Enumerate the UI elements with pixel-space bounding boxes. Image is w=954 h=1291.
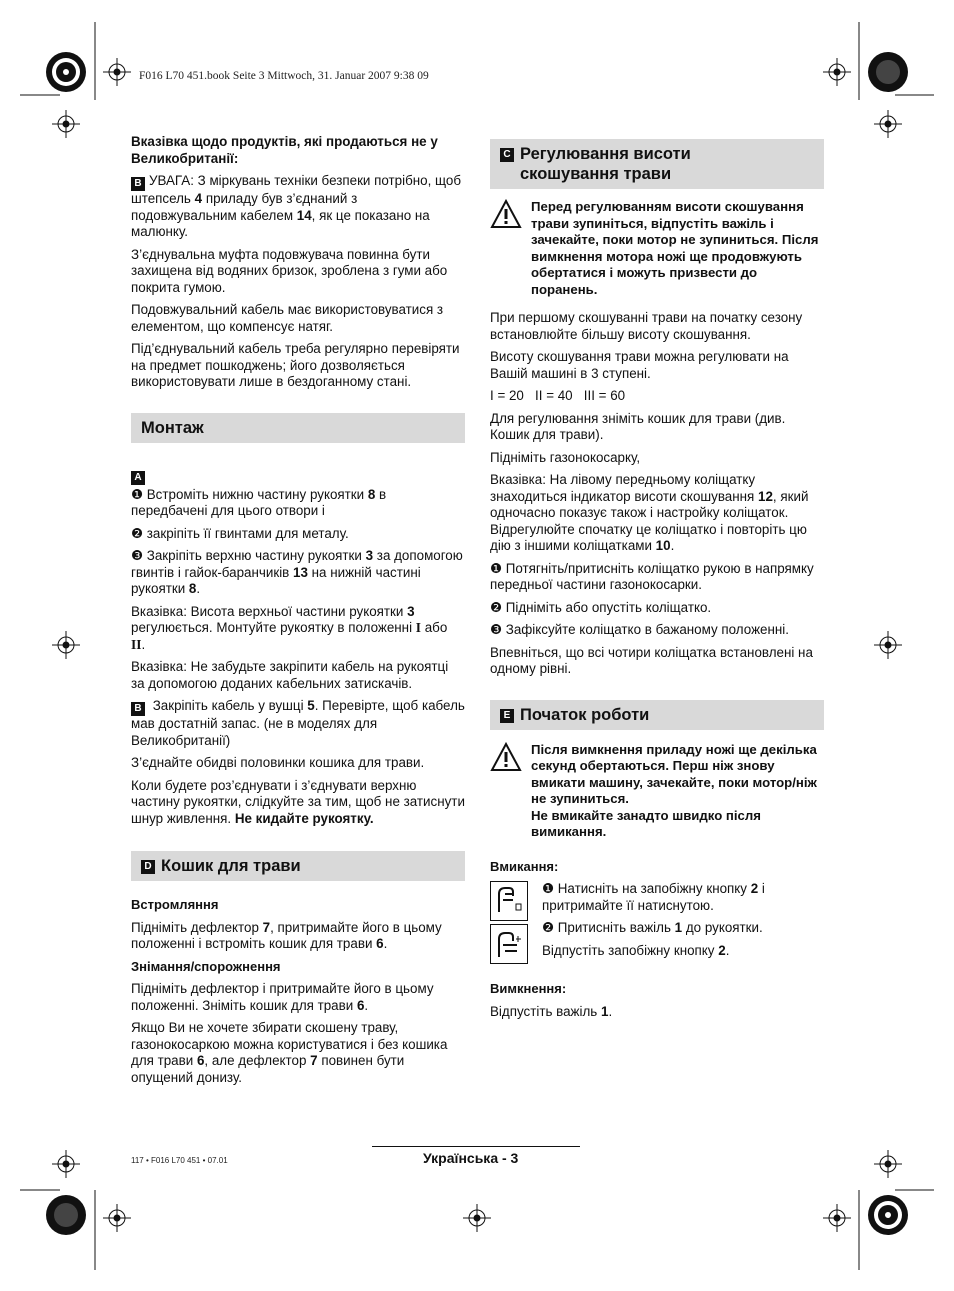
step-2-icon: ❷ [131, 525, 144, 541]
montazh-step-3: ❸ Закріпіть верхню частину рукоятки 3 за допомогою гвинтів і гайок-баранчиків 13 на нижній частині рукоятки 8. [131, 548, 463, 596]
insert-paragraph: Підніміть дефлектор 7, притримайте його в цьому положенні і встроміть кошик для трави 6. [131, 919, 442, 951]
section-heading-koshyk: D Кошик для трави [131, 851, 465, 881]
warning-triangle-icon [490, 199, 522, 229]
figure-a-marker [131, 467, 465, 485]
page-number: Українська - 3 [423, 1150, 519, 1166]
file-header: F016 L70 451.book Seite 3 Mittwoch, 31. Januar 2007 9:38 09 [139, 70, 429, 82]
step-1-icon: ❶ [542, 881, 555, 896]
level-paragraph: Впевніться, що всі чотири коліщатка встановлені на одному рівні. [490, 644, 813, 676]
height-values: I = 20 II = 40 III = 60 [490, 388, 626, 403]
start-warning: Після вимкнення приладу ножі ще декілька секунд обертаються. Перш ніж знову вмикати машину, зачекайте, поки мотор/ніж не зупиниться. Не вмикайте занадто швидко після вимикання. [490, 742, 824, 841]
cable-check-paragraph: Під’єднувальний кабель треба регулярно перевіряти на предмет пошкоджень; його дозволяється використовувати лише в бездоганному стані. [131, 341, 460, 389]
switch-pictograms [490, 881, 532, 967]
figure-d-icon: D [141, 860, 155, 874]
height-warning: Перед регулюванням висоти скошування трави зупиніться, відпустіть важіль і зачекайте, поки мотор не зупиниться. Після вимкнення мотора ножі ще продовжують обертатися і можуть призвести до поранень. [490, 199, 824, 298]
step-2-icon: ❷ [490, 599, 503, 615]
montazh-step-2: ❷ закріпіть її гвинтами для металу. [131, 525, 349, 541]
montazh-step-1: ❶ Встроміть нижню частину рукоятки 8 в передбачені для цього отвори і [131, 486, 387, 518]
handle-caution-note: Коли будете роз’єднувати і з’єднувати верхню частину рукоятки, слідкуйте за тим, щоб не затиснути шнур живлення. Не кидайте рукоятку. [131, 777, 465, 826]
step-2-icon: ❷ [542, 920, 555, 935]
figure-a-icon: A [131, 471, 145, 485]
starburst-top-left [46, 52, 86, 92]
height-step-3: ❸ Зафіксуйте коліщатко в бажаному положенні. [490, 622, 789, 637]
hand-lever-icon [491, 925, 526, 962]
step-3-icon: ❸ [131, 548, 144, 563]
step-1-icon: ❶ [490, 560, 503, 576]
on-step-2: ❷ Притисніть важіль 1 до рукоятки. [542, 920, 763, 935]
subheading-remove: Знімання/спорожнення [131, 958, 281, 974]
footer-code: 117 • F016 L70 451 • 07.01 [131, 1156, 228, 1165]
switch-on-block [490, 881, 824, 967]
press-lever-pictogram [490, 924, 528, 964]
figure-e-icon: E [500, 709, 514, 723]
left-column [131, 134, 465, 1092]
indicator-note: Вказівка: На лівому передньому коліщатку знаходиться індикатор висоти скошування 12, який одночасно показує також і настройку коліщаток. Відрегулюйте спочатку це коліщатко і повторіть цю дію з іншими коліщатками 10. [490, 472, 809, 553]
starburst-top-right [868, 52, 908, 92]
cable-eyelet-note: B Закріпіть кабель у вушці 5. Перевірте, щоб кабель мав достатній запас. (не в моделях для Великобританії) [131, 698, 465, 748]
section-heading-start: E Початок роботи [490, 700, 824, 730]
subheading-off: Вимкнення: [490, 981, 567, 996]
off-step: Відпустіть важіль 1. [490, 1003, 613, 1019]
starburst-bottom-right [868, 1195, 908, 1235]
warning-triangle-icon [490, 742, 522, 772]
figure-b-icon: B [131, 177, 145, 191]
first-cut-paragraph: При першому скошуванні трави на початку сезону встановлюйте більшу висоту скошування. [490, 310, 803, 342]
strain-paragraph: Подовжувальний кабель має використовуватися з елементом, що компенсує натяг. [131, 302, 444, 334]
starburst-bottom-left [46, 1195, 86, 1235]
no-basket-paragraph: Якщо Ви не хочете збирати скошену траву, газонокосаркою можна користуватися і без кошика для трави 6, але дефлектор 7 повинен бути опущений донизу. [131, 1020, 448, 1085]
subheading-on: Вмикання: [490, 858, 559, 874]
basket-halves-note: З’єднайте обидві половинки кошика для трави. [131, 755, 425, 770]
on-step-3: Відпустіть запобіжну кнопку 2. [542, 942, 730, 958]
section-heading-height: C Регулювання висоти скошування трави [490, 139, 824, 189]
on-step-1: ❶ Натисніть на запобіжну кнопку 2 і притримайте її натиснутою. [542, 881, 765, 913]
remove-paragraph: Підніміть дефлектор і притримайте його в цьому положенні. Зніміть кошик для трави 6. [131, 981, 434, 1013]
height-step-2: ❷ Підніміть або опустіть коліщатко. [490, 599, 712, 615]
subheading-insert: Встромляння [131, 897, 219, 912]
hand-button-icon [491, 882, 526, 919]
lift-mower-paragraph: Підніміть газонокосарку, [490, 449, 641, 465]
switch-on-steps [542, 881, 824, 967]
remove-basket-paragraph: Для регулювання зніміть кошик для трави (див. Кошик для трави). [490, 410, 786, 442]
cable-clip-note: Вказівка: Не забудьте закріпити кабель на рукоятці за допомогою доданих кабельних затискачів. [131, 659, 449, 691]
uk-note-title: Вказівка щодо продуктів, які продаються не у Великобританії: [131, 134, 438, 166]
three-steps-paragraph: Висоту скошування трави можна регулювати на Вашій машині в 3 ступені. [490, 349, 789, 381]
height-step-1: ❶ Потягніть/притисніть коліщатко рукою в напрямку передньої частини газонокосарки. [490, 560, 814, 592]
step-3-icon: ❸ [490, 622, 503, 637]
coupling-paragraph: З’єднувальна муфта подовжувача повинна бути захищена від водяних бризок, зроблена з гуми або покрита гумою. [131, 246, 448, 295]
figure-c-icon: C [500, 148, 514, 162]
step-1-icon: ❶ [131, 486, 144, 502]
press-button-pictogram [490, 881, 528, 921]
uk-note-paragraph: B УВАГА: З міркувань техніки безпеки потрібно, щоб штепсель 4 приладу був з’єднаний з подовжувальним кабелем 14, як це показано на малюнку. [131, 173, 462, 239]
right-column [490, 139, 824, 1026]
figure-b-icon-2: B [131, 702, 145, 716]
footer-rule [372, 1146, 580, 1147]
handle-height-note: Вказівка: Висота верхньої частини рукоятки 3 регулюється. Монтуйте рукоятку в положенні I або II. [131, 603, 448, 652]
section-heading-montazh: Монтаж [131, 413, 465, 443]
